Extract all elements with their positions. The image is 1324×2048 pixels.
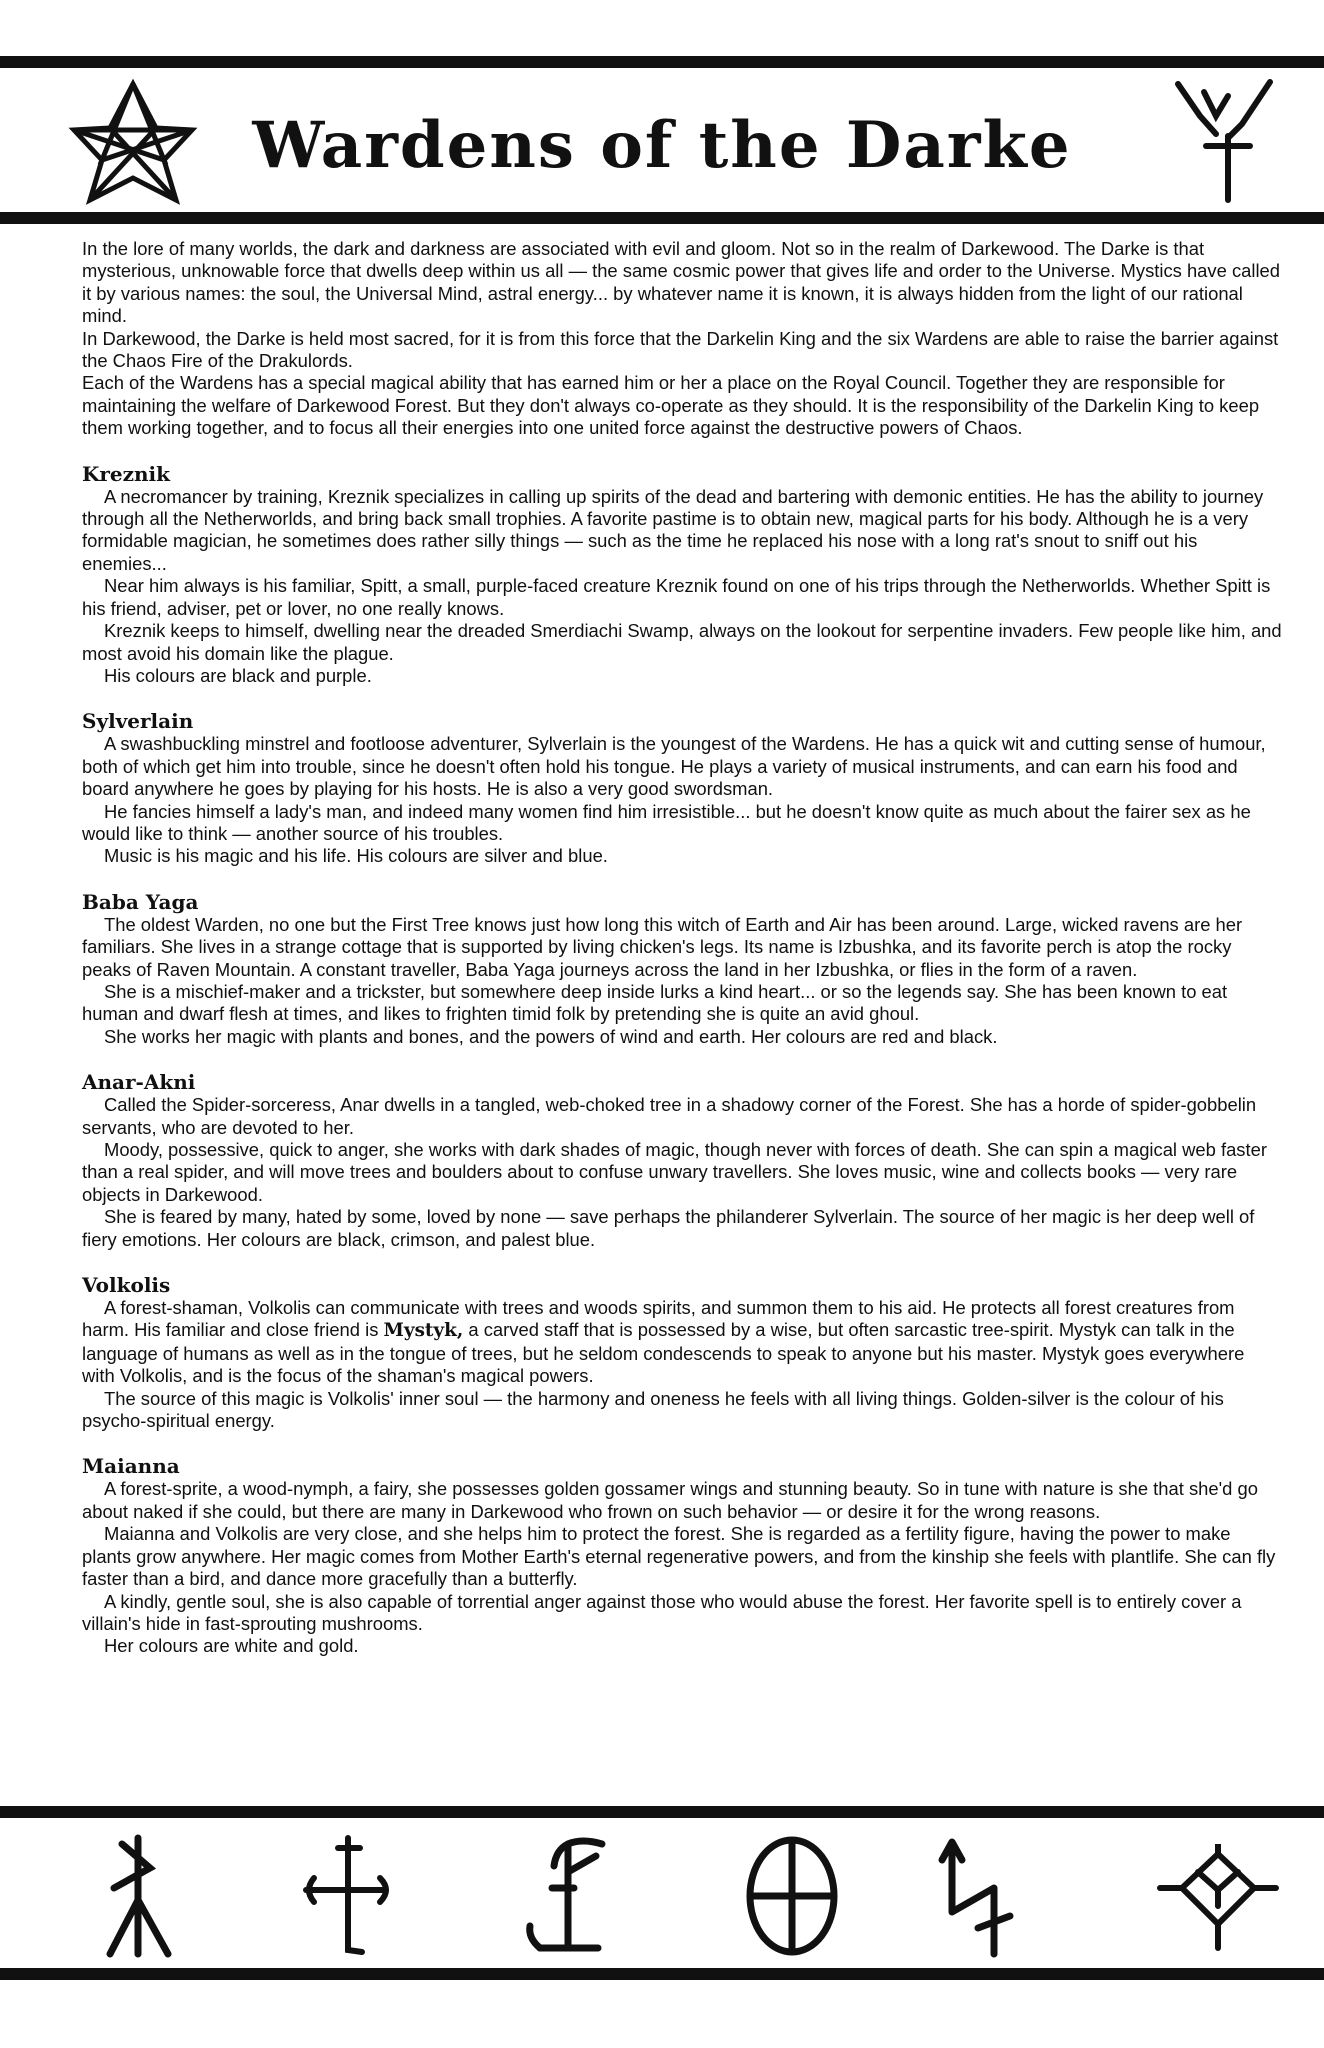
warden-section-maianna	[82, 1454, 1282, 1657]
warden-heading: Sylverlain	[82, 709, 194, 734]
header-bottom-rule	[0, 212, 1324, 224]
intro-paragraph: In the lore of many worlds, the dark and darkness are associated with evil and gloom. Not so in the realm of Darkewood. The Darke is that mysterious, unknowable force that dwells deep within us all — the same cosmic power that gives life and order to the Universe. Mystics have called it by various names: the soul, the Universal Mind, astral energy... by whatever name it is known, it is always hidden from the light of our rational mind.	[82, 238, 1280, 327]
warden-paragraph: She is a mischief-maker and a trickster, but somewhere deep inside lurks a kind heart... or so the legends say. She has been known to eat human and dwarf flesh at times, and likes to frighten timid folk by pretending she is quite an avid ghoul.	[82, 980, 1228, 1025]
article-body	[82, 238, 1282, 1658]
forked-rune-icon	[1170, 76, 1280, 206]
intro-paragraph: Each of the Wardens has a special magical ability that has earned him or her a place on the Royal Council. Together they are responsible for maintaining the welfare of Darkewood Forest. But they don't always co-operate as they should. It is the responsibility of the Darkelin King to keep them working together, and to focus all their energies into one united force against the destructive powers of Chaos.	[82, 372, 1260, 439]
warden-section-anar-akni	[82, 1070, 1282, 1251]
paragraph-text: A forest-shaman, Volkolis can communicate with trees and woods spirits, and summon them to his aid. He protects all forest creatures from harm. His familiar and close friend is	[82, 1297, 1235, 1341]
warden-heading: Kreznik	[82, 461, 170, 486]
rune-5-icon	[928, 1834, 1018, 1960]
warden-section-baba-yaga	[82, 890, 1282, 1048]
rune-6-icon	[1156, 1844, 1280, 1952]
rune-row	[0, 1824, 1324, 1974]
warden-section-sylverlain	[82, 709, 1282, 867]
warden-paragraph: The source of this magic is Volkolis' inner soul — the harmony and oneness he feels with all living things. Golden-silver is the colour of his psycho-spiritual energy.	[82, 1387, 1224, 1432]
warden-paragraph: A kindly, gentle soul, she is also capable of torrential anger against those who would abuse the forest. Her favorite spell is to entirely cover a villain's hide in fast-sprouting mushrooms.	[82, 1590, 1242, 1634]
intro-section	[82, 238, 1282, 440]
rune-3-icon	[512, 1830, 612, 1962]
warden-paragraph: Music is his magic and his life. His colours are silver and blue.	[104, 845, 608, 867]
warden-paragraph: She is feared by many, hated by some, loved by none — save perhaps the philanderer Sylverlain. The source of her magic is her deep well of fiery emotions. Her colours are black, crimson, and palest blue.	[82, 1206, 1255, 1250]
warden-paragraph: She works her magic with plants and bones, and the powers of wind and earth. Her colours are red and black.	[104, 1025, 998, 1047]
warden-section-kreznik	[82, 462, 1282, 688]
warden-paragraph: Her colours are white and gold.	[104, 1635, 359, 1657]
warden-paragraph: Near him always is his familiar, Spitt, a small, purple-faced creature Kreznik found on one of his trips through the Netherworlds. Whether Spitt is his friend, adviser, pet or lover, no one really knows.	[82, 575, 1271, 619]
warden-paragraph	[82, 1297, 1282, 1388]
warden-paragraph: The oldest Warden, no one but the First Tree knows just how long this witch of Earth and Air has been around. Large, wicked ravens are her familiars. She lives in a strange cottage that is supported by living chicken's legs. Its name is Izbushka, and its favorite perch is atop the rocky peaks of Raven Mountain. A constant traveller, Baba Yaga journeys across the land in her Izbushka, or flies in the form of a raven.	[82, 913, 1243, 980]
header-top-rule	[0, 56, 1324, 68]
rune-2-icon	[300, 1834, 400, 1960]
warden-section-volkolis	[82, 1273, 1282, 1432]
warden-paragraph: His colours are black and purple.	[104, 664, 372, 686]
warden-paragraph: A forest-sprite, a wood-nymph, a fairy, she possesses golden gossamer wings and stunning beauty. So in tune with nature is she that she'd go about naked if she could, but there are many in Darkewood who frown on such behavior — or desire it for the wrong reasons.	[82, 1478, 1258, 1522]
paragraph-text: a carved staff that is possessed by a wise, but often sarcastic tree-spirit. Mystyk can talk in the language of humans as well as in the tongue of trees, but he seldom condescends to speak to anyone but his master. Mystyk goes everywhere with Volkolis, and is the focus of the shaman's magical powers.	[82, 1319, 1245, 1387]
warden-paragraph: Kreznik keeps to himself, dwelling near the dreaded Smerdiachi Swamp, always on the lookout for serpentine invaders. Few people like him, and most avoid his domain like the plague.	[82, 620, 1282, 664]
warden-paragraph: Called the Spider-sorceress, Anar dwells in a tangled, web-choked tree in a shadowy corner of the Forest. She has a horde of spider-gobbelin servants, who are devoted to her.	[82, 1094, 1257, 1138]
warden-heading: Baba Yaga	[82, 889, 199, 914]
warden-heading: Anar-Akni	[82, 1070, 196, 1095]
bold-name: Mystyk,	[383, 1320, 464, 1342]
rune-4-icon	[742, 1834, 842, 1960]
warden-paragraph: A swashbuckling minstrel and footloose adventurer, Sylverlain is the youngest of the Wardens. He has a quick wit and cutting sense of humour, both of which get him into trouble, since he doesn't often hold his tongue. He plays a variety of musical instruments, and can earn his food and board anywhere he goes by playing for his hosts. He is also a very good swordsman.	[82, 733, 1266, 800]
page-title: Wardens of the Darke	[252, 108, 1072, 183]
rune-1-icon	[92, 1830, 182, 1962]
warden-heading: Maianna	[82, 1454, 180, 1479]
warden-heading: Volkolis	[82, 1273, 171, 1298]
warden-paragraph: A necromancer by training, Kreznik specializes in calling up spirits of the dead and bartering with demonic entities. He has the ability to journey through all the Netherworlds, and bring back small trophies. A favorite pastime is to obtain new, magical parts for his body. Although he is a very formidable magician, he sometimes does rather silly things — such as the time he replaced his nose with a long rat's snout to sniff out his enemies...	[82, 485, 1264, 574]
warden-paragraph: He fancies himself a lady's man, and indeed many women find him irresistible... but he doesn't know quite as much about the fairer sex as he would like to think — another source of his troubles.	[82, 800, 1251, 844]
intro-paragraph: In Darkewood, the Darke is held most sacred, for it is from this force that the Darkelin King and the six Wardens are able to raise the barrier against the Chaos Fire of the Drakulords.	[82, 327, 1279, 372]
footer-top-rule	[0, 1806, 1324, 1818]
warden-paragraph: Maianna and Volkolis are very close, and she helps him to protect the forest. She is regarded as a fertility figure, having the power to make plants grow anywhere. Her magic comes from Mother Earth's eternal regenerative powers, and from the kinship she feels with plantlife. She can fly faster than a bird, and dance more gracefully than a butterfly.	[82, 1523, 1276, 1590]
warden-paragraph: Moody, possessive, quick to anger, she works with dark shades of magic, though never with forces of death. She can spin a magical web faster than a real spider, and will move trees and boulders about to confuse unwary travellers. She loves music, wine and collects books — very rare objects in Darkewood.	[82, 1139, 1267, 1205]
